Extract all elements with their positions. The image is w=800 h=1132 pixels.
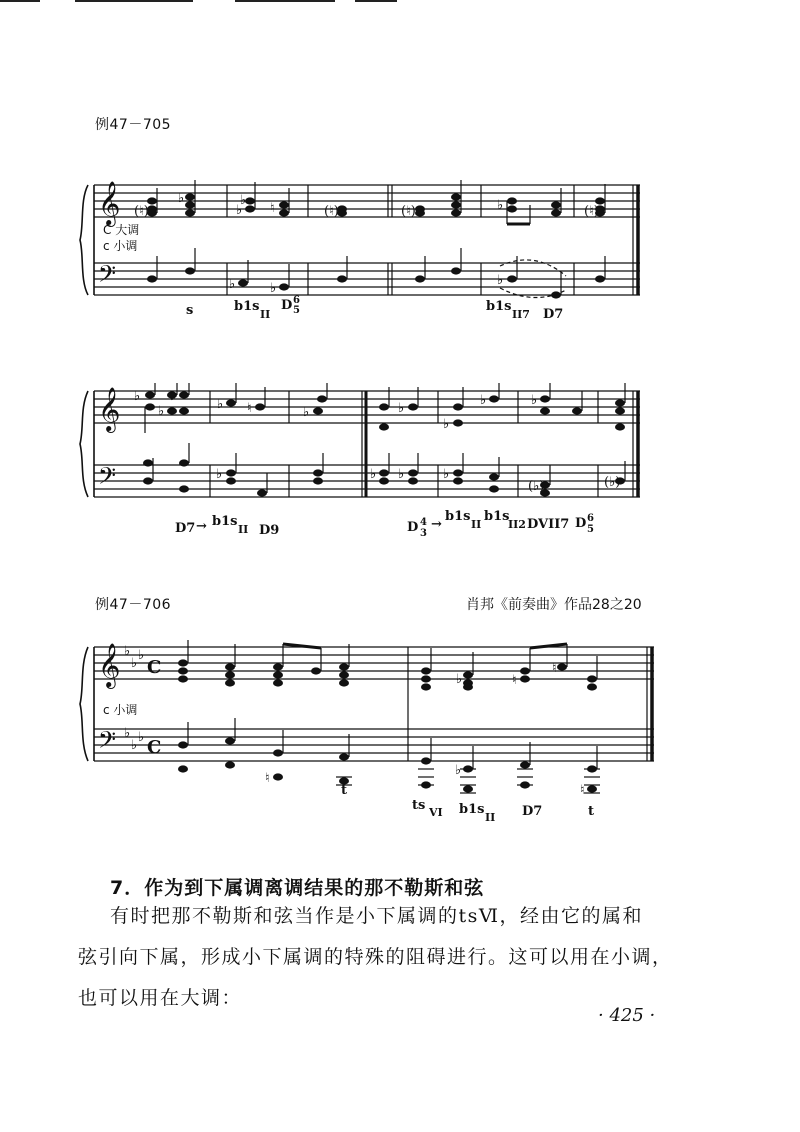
svg-text:♭: ♭ xyxy=(217,397,224,412)
harmony-symbol: II xyxy=(260,308,271,321)
harmony-symbol: → xyxy=(431,517,442,532)
staff-notation xyxy=(0,180,800,340)
harmony-symbol: 5 xyxy=(587,524,594,535)
section-heading: 7．作为到下属调离调结果的那不勒斯和弦 xyxy=(110,877,485,899)
top-rule xyxy=(355,0,397,2)
harmony-symbol: D xyxy=(407,520,419,535)
harmony-symbol: II xyxy=(471,518,482,531)
key-label-minor: c 小调 xyxy=(103,703,138,717)
harmony-symbol: II xyxy=(238,523,249,536)
harmony-symbol: 3 xyxy=(420,528,427,539)
harmony-symbol: ts xyxy=(412,798,426,813)
svg-text:♭: ♭ xyxy=(443,417,450,432)
page-number: · 425 · xyxy=(598,1005,656,1026)
harmony-symbol: II2 xyxy=(508,518,526,531)
harmony-symbol: D7 xyxy=(175,521,196,536)
harmony-symbol: t xyxy=(341,783,348,798)
harmony-symbol: D7 xyxy=(543,307,564,322)
svg-text:♭: ♭ xyxy=(398,401,405,416)
harmony-symbol: D7 xyxy=(522,804,543,819)
paragraph-line: 弦引向下属，形成小下属调的特殊的阻碍进行。这可以用在小调， xyxy=(78,946,673,968)
staff-notation xyxy=(0,630,800,825)
harmony-symbol: 4 xyxy=(420,517,427,528)
harmony-symbol: II7 xyxy=(512,308,530,321)
harmony-symbol: b1s xyxy=(484,509,510,524)
svg-text:𝄢: 𝄢 xyxy=(98,260,117,293)
svg-text:♭: ♭ xyxy=(138,648,145,663)
top-rule xyxy=(235,0,335,2)
score-system-3 xyxy=(0,630,800,825)
score-system-1 xyxy=(0,180,800,340)
harmony-symbol: VI xyxy=(429,806,443,819)
svg-text:♭: ♭ xyxy=(124,644,131,659)
harmony-symbol: b1s xyxy=(445,509,471,524)
svg-text:(♮): (♮) xyxy=(401,204,416,219)
svg-text:(♮): (♮) xyxy=(134,204,149,219)
svg-text:♭: ♭ xyxy=(131,656,138,671)
svg-text:(♮): (♮) xyxy=(584,204,599,219)
svg-text:♭: ♭ xyxy=(443,467,450,482)
svg-text:♮: ♮ xyxy=(270,201,275,216)
harmony-symbol: b1s xyxy=(459,802,485,817)
svg-text:♭: ♭ xyxy=(158,404,165,419)
harmony-symbol: t xyxy=(588,804,595,819)
svg-text:♭: ♭ xyxy=(236,203,243,218)
score-system-2 xyxy=(0,383,800,548)
svg-text:♭: ♭ xyxy=(229,277,236,292)
svg-text:♭: ♭ xyxy=(370,467,377,482)
harmony-symbol: II xyxy=(485,811,496,824)
example-label: 例47－705 xyxy=(95,117,172,133)
svg-text:(♭): (♭) xyxy=(604,475,621,490)
svg-text:♭: ♭ xyxy=(131,738,138,753)
svg-text:C: C xyxy=(147,657,162,678)
harmony-symbol: b1s xyxy=(234,299,260,314)
source-label: 肖邦《前奏曲》作品28之20 xyxy=(466,597,642,613)
svg-text:♮: ♮ xyxy=(580,783,585,798)
harmony-symbol: b1s xyxy=(486,299,512,314)
svg-text:♭: ♭ xyxy=(138,730,145,745)
svg-text:♭: ♭ xyxy=(497,198,504,213)
top-rule xyxy=(75,0,193,2)
harmony-symbol: DVII7 xyxy=(527,517,570,532)
harmony-symbol: 6 xyxy=(293,295,300,306)
top-rule xyxy=(0,0,40,2)
svg-text:♮: ♮ xyxy=(512,673,517,688)
svg-text:𝄞: 𝄞 xyxy=(98,643,121,687)
svg-text:𝄞: 𝄞 xyxy=(98,387,121,431)
svg-text:♭: ♭ xyxy=(170,389,177,404)
svg-text:♭: ♭ xyxy=(178,191,185,206)
paragraph-line: 有时把那不勒斯和弦当作是小下属调的tsⅥ，经由它的属和 xyxy=(110,905,643,927)
harmony-symbol: → xyxy=(196,519,207,534)
staff-notation xyxy=(0,383,800,548)
svg-text:♭: ♭ xyxy=(480,393,487,408)
harmony-symbol: s xyxy=(186,303,194,318)
svg-text:♭: ♭ xyxy=(124,726,131,741)
svg-text:𝄞: 𝄞 xyxy=(98,181,121,225)
svg-text:C: C xyxy=(147,737,162,758)
svg-text:♭: ♭ xyxy=(240,193,247,208)
harmony-symbol: 5 xyxy=(293,305,300,316)
paragraph-line: 也可以用在大调： xyxy=(78,987,243,1009)
svg-text:♭: ♭ xyxy=(531,393,538,408)
svg-text:♮: ♮ xyxy=(265,771,270,786)
svg-text:(♭): (♭) xyxy=(528,479,545,494)
svg-text:♭: ♭ xyxy=(497,273,504,288)
harmony-symbol: D xyxy=(281,298,293,313)
key-label-major: C 大调 xyxy=(103,223,140,237)
svg-text:♭: ♭ xyxy=(303,405,310,420)
svg-text:♭: ♭ xyxy=(270,281,277,296)
svg-text:𝄢: 𝄢 xyxy=(98,726,117,759)
harmony-symbol: b1s xyxy=(212,514,238,529)
harmony-symbol: D9 xyxy=(259,523,280,538)
svg-text:(♮): (♮) xyxy=(324,204,339,219)
svg-text:♮: ♮ xyxy=(552,661,557,676)
svg-text:♭: ♭ xyxy=(134,389,141,404)
example-label: 例47－706 xyxy=(95,597,172,613)
svg-text:𝄢: 𝄢 xyxy=(98,462,117,495)
svg-text:♭: ♭ xyxy=(455,763,462,778)
svg-text:♮: ♮ xyxy=(247,401,252,416)
harmony-symbol: D xyxy=(575,516,587,531)
key-label-minor: c 小调 xyxy=(103,239,138,253)
svg-text:♭: ♭ xyxy=(456,672,463,687)
harmony-symbol: 6 xyxy=(587,513,594,524)
svg-text:♭: ♭ xyxy=(216,467,223,482)
svg-text:♭: ♭ xyxy=(398,467,405,482)
